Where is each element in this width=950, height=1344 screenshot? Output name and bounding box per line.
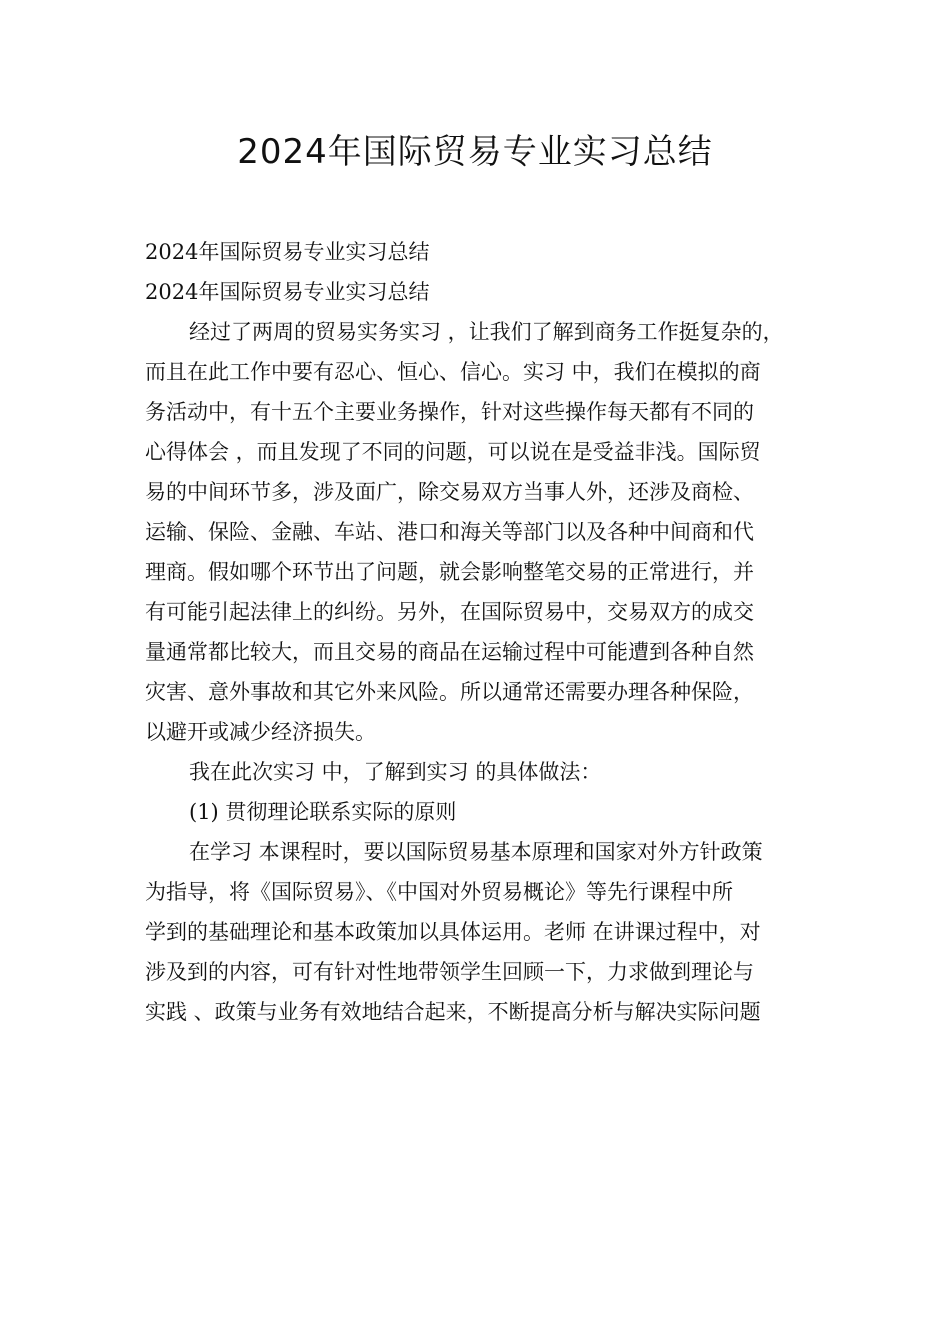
paragraph-line: 涉及到的内容，可有针对性地带领学生回顾一下，力求做到理论与 (145, 960, 754, 984)
paragraph-line: 经过了两周的贸易实务实习 ，让我们了解到商务工作挺复杂的， (189, 320, 784, 344)
document-body (145, 232, 815, 1032)
paragraph-line: 心得体会 ，而且发现了不同的问题，可以说在是受益非浅。国际贸 (145, 440, 761, 464)
paragraph-line: 易的中间环节多，涉及面广，除交易双方当事人外，还涉及商检、 (145, 480, 754, 504)
paragraph-line: 学到的基础理论和基本政策加以具体运用。老师 在讲课过程中，对 (145, 920, 761, 944)
paragraph-line: 实践 、政策与业务有效地结合起来，不断提高分析与解决实际问题 (145, 1000, 761, 1024)
paragraph-line: 理商。假如哪个环节出了问题，就会影响整笔交易的正常进行，并 (145, 560, 754, 584)
subtitle-line-1: 2024年国际贸易专业实习总结 (145, 240, 430, 264)
paragraph-line: 务活动中，有十五个主要业务操作，针对这些操作每天都有不同的 (145, 400, 754, 424)
paragraph-line: 以避开或减少经济损失。 (145, 720, 376, 744)
paragraph-line: 灾害、意外事故和其它外来风险。所以通常还需要办理各种保险， (145, 680, 754, 704)
paragraph-line: 为指导，将《国际贸易》、《中国对外贸易概论》等先行课程中所 (145, 880, 733, 904)
paragraph-line: 运输、保险、金融、车站、港口和海关等部门以及各种中间商和代 (145, 520, 754, 544)
paragraph-line: 量通常都比较大，而且交易的商品在运输过程中可能遭到各种自然 (145, 640, 754, 664)
paragraph-line: 而且在此工作中要有忍心、恒心、信心。实习 中，我们在模拟的商 (145, 360, 761, 384)
subtitle-line-2: 2024年国际贸易专业实习总结 (145, 280, 430, 304)
paragraph-line: 有可能引起法律上的纠纷。另外，在国际贸易中，交易双方的成交 (145, 600, 754, 624)
document-title: 2024年国际贸易专业实习总结 (237, 132, 713, 172)
paragraph-line: 在学习 本课程时，要以国际贸易基本原理和国家对外方针政策 (189, 840, 763, 864)
section-heading: (1) 贯彻理论联系实际的原则 (189, 800, 457, 824)
paragraph-line: 我在此次实习 中，了解到实习 的具体做法： (189, 760, 602, 784)
